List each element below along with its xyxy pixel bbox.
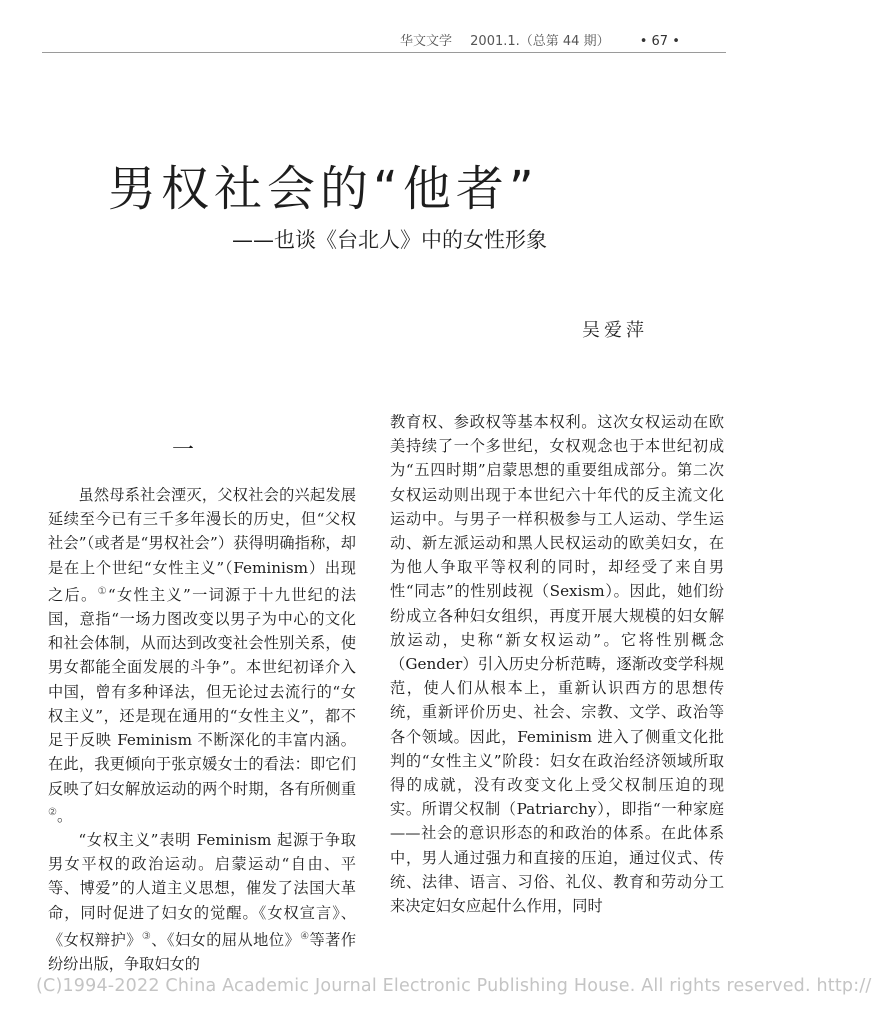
article-subtitle: ——也谈《台北人》中的女性形象 (232, 228, 547, 252)
page-number: • 67 • (639, 34, 680, 49)
paragraph-text: 、《妇女的屈从地位》 (151, 930, 301, 949)
section-number: 一 (172, 438, 195, 463)
footnote-marker[interactable]: ③ (141, 930, 152, 942)
paragraph-text: “女权主义”表明 Feminism 起源于争取男女平权的政治运动。启蒙运动“自由、平等、博爱”的人道主义思想，催发了法国大革命，同时促进了妇女的觉醒。《女权宣言》、《女权辩护》 (48, 830, 356, 949)
author-name: 吴爱萍 (582, 320, 648, 341)
issue-info: 2001.1.（总第 44 期） (470, 34, 610, 49)
paragraph (48, 828, 356, 976)
paragraph: 教育权、参政权等基本权利。这次女权运动在欧美持续了一个多世纪，女权观念也于本世纪初成为“五四时期”启蒙思想的重要组成部分。第二次女权运动则出现于本世纪六十年代的反主流文化运动中。与男子一样积极参与工人运动、学生运动、新左派运动和黑人民权运动的欧美妇女，在为他人争取平等权利的同时，却经受了来自男性“同志”的性别歧视（Sexism）。因此，她们纷纷成立各种妇女组织，再度开展大规模的妇女解放运动，史称“新女权运动”。它将性别概念（Gender）引入历史分析范畴，逐渐改变学科规范，使人们从根本上，重新认识西方的思想传统，重新评价历史、社会、宗教、文学、政治等各个领域。因此，Feminism 进入了侧重文化批判的“女性主义”阶段：妇女在政治经济领域所取得的成就，没有改变文化上受父权制压迫的现实。所谓父权制（Patriarchy），即指“一种家庭——社会的意识形态的和政治的体系。在此体系中，男人通过强力和直接的压迫，通过仪式、传统、法律、语言、习俗、礼仪、教育和劳动分工来决定妇女应起什么作用，同时 (390, 413, 724, 916)
left-column (48, 483, 356, 976)
footnote-marker[interactable]: ② (48, 806, 57, 818)
paragraph-text: 虽然母系社会湮灭，父权社会的兴起发展延续至今已有三千多年漫长的历史，但“父权社会”（或者是“男权社会”）获得明确指称，却是在上个世纪“女性主义”（Feminism）出现之后。 (48, 486, 356, 604)
journal-name: 华文文学 (400, 34, 453, 49)
footnote-marker[interactable]: ④ (300, 930, 310, 942)
article-title: 男权社会的“他者” (108, 161, 539, 217)
paragraph (48, 483, 356, 828)
header-rule (42, 52, 726, 53)
footnote-marker[interactable]: ① (97, 585, 108, 597)
copyright-watermark: (C)1994-2022 China Academic Journal Electronic Publishing House. All rights reserved. http:// (36, 976, 872, 996)
running-header (400, 30, 680, 49)
paragraph-text: 。 (56, 806, 73, 825)
paragraph-text: 等著作纷纷出版，争取妇女的 (48, 930, 357, 974)
right-column (390, 410, 724, 918)
paragraph-text: “女性主义”一词源于十九世纪的法国，意指“一场力图改变以男子为中心的文化和社会体制，从而达到改变社会性别关系，使男女都能全面发展的斗争”。本世纪初译介入中国，曾有多种译法，但无论过去流行的“女权主义”，还是现在通用的“女性主义”，都不足于反映 Feminism 不断深化的丰富内涵。在此，我更倾向于张京媛女士的看法：即它们反映了妇女解放运动的两个时期，各有所侧重 (48, 585, 357, 798)
